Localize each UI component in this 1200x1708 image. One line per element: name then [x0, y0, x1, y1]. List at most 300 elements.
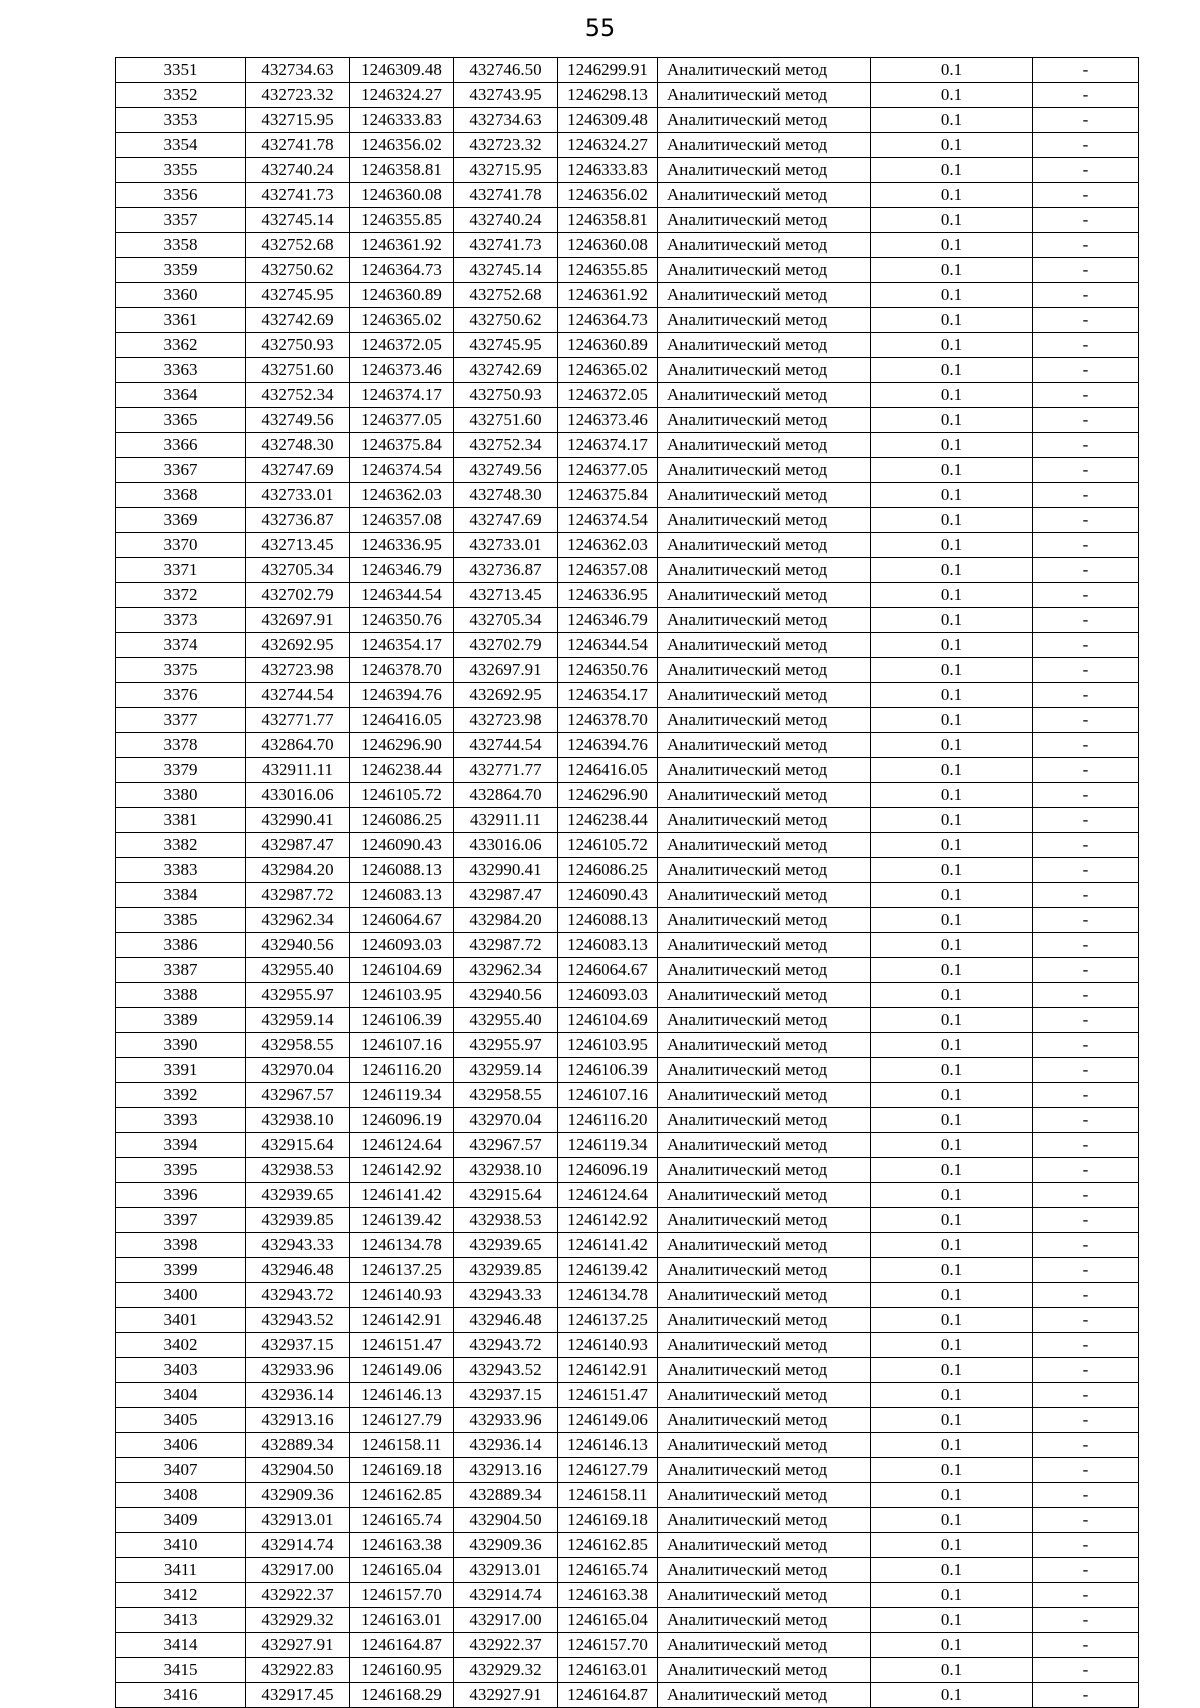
x-coordinate-cell: 432955.40 — [246, 958, 350, 983]
prev-x-coordinate-cell: 432922.37 — [454, 1633, 558, 1658]
table-row — [116, 1483, 1139, 1508]
point-number-cell: 3416 — [116, 1683, 246, 1708]
prev-x-coordinate-cell: 432959.14 — [454, 1058, 558, 1083]
point-number-cell: 3393 — [116, 1108, 246, 1133]
prev-y-coordinate-cell: 1246127.79 — [558, 1458, 658, 1483]
prev-x-coordinate-cell: 432771.77 — [454, 758, 558, 783]
table-row — [116, 1033, 1139, 1058]
y-coordinate-cell: 1246168.29 — [350, 1683, 454, 1708]
prev-y-coordinate-cell: 1246299.91 — [558, 58, 658, 83]
method-cell: Аналитический метод — [658, 1283, 871, 1308]
prev-y-coordinate-cell: 1246105.72 — [558, 833, 658, 858]
prev-x-coordinate-cell: 432744.54 — [454, 733, 558, 758]
point-number-cell: 3400 — [116, 1283, 246, 1308]
y-coordinate-cell: 1246103.95 — [350, 983, 454, 1008]
method-cell: Аналитический метод — [658, 1308, 871, 1333]
table-row — [116, 1233, 1139, 1258]
point-number-cell: 3373 — [116, 608, 246, 633]
method-cell: Аналитический метод — [658, 583, 871, 608]
note-cell: - — [1033, 383, 1139, 408]
table-row — [116, 683, 1139, 708]
point-number-cell: 3353 — [116, 108, 246, 133]
y-coordinate-cell: 1246350.76 — [350, 608, 454, 633]
method-cell: Аналитический метод — [658, 183, 871, 208]
accuracy-cell: 0.1 — [871, 533, 1033, 558]
x-coordinate-cell: 433016.06 — [246, 783, 350, 808]
prev-y-coordinate-cell: 1246378.70 — [558, 708, 658, 733]
y-coordinate-cell: 1246346.79 — [350, 558, 454, 583]
method-cell: Аналитический метод — [658, 1083, 871, 1108]
x-coordinate-cell: 432936.14 — [246, 1383, 350, 1408]
accuracy-cell: 0.1 — [871, 558, 1033, 583]
method-cell: Аналитический метод — [658, 1508, 871, 1533]
note-cell: - — [1033, 1583, 1139, 1608]
accuracy-cell: 0.1 — [871, 858, 1033, 883]
point-number-cell: 3372 — [116, 583, 246, 608]
method-cell: Аналитический метод — [658, 958, 871, 983]
prev-x-coordinate-cell: 432715.95 — [454, 158, 558, 183]
prev-y-coordinate-cell: 1246372.05 — [558, 383, 658, 408]
prev-y-coordinate-cell: 1246169.18 — [558, 1508, 658, 1533]
y-coordinate-cell: 1246127.79 — [350, 1408, 454, 1433]
x-coordinate-cell: 432741.78 — [246, 133, 350, 158]
prev-y-coordinate-cell: 1246086.25 — [558, 858, 658, 883]
method-cell: Аналитический метод — [658, 158, 871, 183]
y-coordinate-cell: 1246139.42 — [350, 1208, 454, 1233]
x-coordinate-cell: 432913.16 — [246, 1408, 350, 1433]
note-cell: - — [1033, 983, 1139, 1008]
prev-x-coordinate-cell: 432911.11 — [454, 808, 558, 833]
note-cell: - — [1033, 258, 1139, 283]
accuracy-cell: 0.1 — [871, 583, 1033, 608]
point-number-cell: 3409 — [116, 1508, 246, 1533]
note-cell: - — [1033, 1183, 1139, 1208]
y-coordinate-cell: 1246169.18 — [350, 1458, 454, 1483]
x-coordinate-cell: 432933.96 — [246, 1358, 350, 1383]
note-cell: - — [1033, 133, 1139, 158]
note-cell: - — [1033, 1233, 1139, 1258]
x-coordinate-cell: 432740.24 — [246, 158, 350, 183]
y-coordinate-cell: 1246142.91 — [350, 1308, 454, 1333]
x-coordinate-cell: 432946.48 — [246, 1258, 350, 1283]
point-number-cell: 3404 — [116, 1383, 246, 1408]
y-coordinate-cell: 1246104.69 — [350, 958, 454, 983]
prev-y-coordinate-cell: 1246357.08 — [558, 558, 658, 583]
point-number-cell: 3358 — [116, 233, 246, 258]
note-cell: - — [1033, 733, 1139, 758]
prev-y-coordinate-cell: 1246119.34 — [558, 1133, 658, 1158]
note-cell: - — [1033, 458, 1139, 483]
x-coordinate-cell: 432943.33 — [246, 1233, 350, 1258]
prev-x-coordinate-cell: 432904.50 — [454, 1508, 558, 1533]
accuracy-cell: 0.1 — [871, 1208, 1033, 1233]
method-cell: Аналитический метод — [658, 1608, 871, 1633]
accuracy-cell: 0.1 — [871, 358, 1033, 383]
table-row — [116, 608, 1139, 633]
x-coordinate-cell: 432937.15 — [246, 1333, 350, 1358]
point-number-cell: 3378 — [116, 733, 246, 758]
x-coordinate-cell: 432752.68 — [246, 233, 350, 258]
accuracy-cell: 0.1 — [871, 1033, 1033, 1058]
prev-y-coordinate-cell: 1246103.95 — [558, 1033, 658, 1058]
method-cell: Аналитический метод — [658, 58, 871, 83]
prev-x-coordinate-cell: 432915.64 — [454, 1183, 558, 1208]
point-number-cell: 3352 — [116, 83, 246, 108]
prev-y-coordinate-cell: 1246309.48 — [558, 108, 658, 133]
y-coordinate-cell: 1246358.81 — [350, 158, 454, 183]
y-coordinate-cell: 1246360.08 — [350, 183, 454, 208]
y-coordinate-cell: 1246141.42 — [350, 1183, 454, 1208]
accuracy-cell: 0.1 — [871, 208, 1033, 233]
table-row — [116, 733, 1139, 758]
method-cell: Аналитический метод — [658, 258, 871, 283]
prev-y-coordinate-cell: 1246373.46 — [558, 408, 658, 433]
accuracy-cell: 0.1 — [871, 308, 1033, 333]
y-coordinate-cell: 1246375.84 — [350, 433, 454, 458]
point-number-cell: 3387 — [116, 958, 246, 983]
y-coordinate-cell: 1246361.92 — [350, 233, 454, 258]
prev-y-coordinate-cell: 1246107.16 — [558, 1083, 658, 1108]
point-number-cell: 3374 — [116, 633, 246, 658]
y-coordinate-cell: 1246165.04 — [350, 1558, 454, 1583]
prev-y-coordinate-cell: 1246064.67 — [558, 958, 658, 983]
x-coordinate-cell: 432939.85 — [246, 1208, 350, 1233]
prev-y-coordinate-cell: 1246140.93 — [558, 1333, 658, 1358]
y-coordinate-cell: 1246377.05 — [350, 408, 454, 433]
method-cell: Аналитический метод — [658, 783, 871, 808]
table-row — [116, 1308, 1139, 1333]
table-row — [116, 1458, 1139, 1483]
method-cell: Аналитический метод — [658, 708, 871, 733]
prev-x-coordinate-cell: 432984.20 — [454, 908, 558, 933]
note-cell: - — [1033, 1158, 1139, 1183]
accuracy-cell: 0.1 — [871, 1108, 1033, 1133]
point-number-cell: 3384 — [116, 883, 246, 908]
y-coordinate-cell: 1246096.19 — [350, 1108, 454, 1133]
point-number-cell: 3413 — [116, 1608, 246, 1633]
point-number-cell: 3361 — [116, 308, 246, 333]
table-row — [116, 858, 1139, 883]
table-row — [116, 258, 1139, 283]
prev-x-coordinate-cell: 432723.98 — [454, 708, 558, 733]
prev-y-coordinate-cell: 1246298.13 — [558, 83, 658, 108]
prev-x-coordinate-cell: 432752.34 — [454, 433, 558, 458]
note-cell: - — [1033, 1433, 1139, 1458]
table-row — [116, 1533, 1139, 1558]
prev-x-coordinate-cell: 432933.96 — [454, 1408, 558, 1433]
accuracy-cell: 0.1 — [871, 233, 1033, 258]
y-coordinate-cell: 1246355.85 — [350, 208, 454, 233]
accuracy-cell: 0.1 — [871, 908, 1033, 933]
point-number-cell: 3412 — [116, 1583, 246, 1608]
method-cell: Аналитический метод — [658, 1258, 871, 1283]
prev-y-coordinate-cell: 1246142.92 — [558, 1208, 658, 1233]
prev-y-coordinate-cell: 1246416.05 — [558, 758, 658, 783]
table-row — [116, 958, 1139, 983]
note-cell: - — [1033, 908, 1139, 933]
accuracy-cell: 0.1 — [871, 158, 1033, 183]
x-coordinate-cell: 432958.55 — [246, 1033, 350, 1058]
table-row — [116, 433, 1139, 458]
x-coordinate-cell: 432751.60 — [246, 358, 350, 383]
x-coordinate-cell: 432959.14 — [246, 1008, 350, 1033]
point-number-cell: 3405 — [116, 1408, 246, 1433]
prev-x-coordinate-cell: 432917.00 — [454, 1608, 558, 1633]
method-cell: Аналитический метод — [658, 1683, 871, 1708]
y-coordinate-cell: 1246163.38 — [350, 1533, 454, 1558]
point-number-cell: 3395 — [116, 1158, 246, 1183]
point-number-cell: 3363 — [116, 358, 246, 383]
prev-x-coordinate-cell: 432742.69 — [454, 358, 558, 383]
method-cell: Аналитический метод — [658, 1158, 871, 1183]
method-cell: Аналитический метод — [658, 758, 871, 783]
accuracy-cell: 0.1 — [871, 1358, 1033, 1383]
note-cell: - — [1033, 183, 1139, 208]
x-coordinate-cell: 432922.83 — [246, 1658, 350, 1683]
point-number-cell: 3407 — [116, 1458, 246, 1483]
table-row — [116, 983, 1139, 1008]
table-row — [116, 233, 1139, 258]
point-number-cell: 3385 — [116, 908, 246, 933]
x-coordinate-cell: 432715.95 — [246, 108, 350, 133]
table-row — [116, 1658, 1139, 1683]
note-cell: - — [1033, 708, 1139, 733]
accuracy-cell: 0.1 — [871, 1058, 1033, 1083]
accuracy-cell: 0.1 — [871, 658, 1033, 683]
method-cell: Аналитический метод — [658, 1208, 871, 1233]
x-coordinate-cell: 432943.72 — [246, 1283, 350, 1308]
note-cell: - — [1033, 858, 1139, 883]
point-number-cell: 3365 — [116, 408, 246, 433]
method-cell: Аналитический метод — [658, 1558, 871, 1583]
x-coordinate-cell: 432984.20 — [246, 858, 350, 883]
point-number-cell: 3359 — [116, 258, 246, 283]
prev-x-coordinate-cell: 432955.40 — [454, 1008, 558, 1033]
y-coordinate-cell: 1246362.03 — [350, 483, 454, 508]
point-number-cell: 3370 — [116, 533, 246, 558]
x-coordinate-cell: 432990.41 — [246, 808, 350, 833]
prev-x-coordinate-cell: 432940.56 — [454, 983, 558, 1008]
prev-y-coordinate-cell: 1246139.42 — [558, 1258, 658, 1283]
accuracy-cell: 0.1 — [871, 1608, 1033, 1633]
accuracy-cell: 0.1 — [871, 1458, 1033, 1483]
x-coordinate-cell: 432939.65 — [246, 1183, 350, 1208]
prev-x-coordinate-cell: 432746.50 — [454, 58, 558, 83]
y-coordinate-cell: 1246165.74 — [350, 1508, 454, 1533]
table-row — [116, 458, 1139, 483]
accuracy-cell: 0.1 — [871, 383, 1033, 408]
method-cell: Аналитический метод — [658, 383, 871, 408]
point-number-cell: 3362 — [116, 333, 246, 358]
prev-x-coordinate-cell: 432741.73 — [454, 233, 558, 258]
prev-x-coordinate-cell: 432750.93 — [454, 383, 558, 408]
accuracy-cell: 0.1 — [871, 458, 1033, 483]
table-row — [116, 1608, 1139, 1633]
y-coordinate-cell: 1246134.78 — [350, 1233, 454, 1258]
prev-x-coordinate-cell: 432970.04 — [454, 1108, 558, 1133]
note-cell: - — [1033, 1533, 1139, 1558]
prev-x-coordinate-cell: 432929.32 — [454, 1658, 558, 1683]
prev-x-coordinate-cell: 432987.72 — [454, 933, 558, 958]
y-coordinate-cell: 1246357.08 — [350, 508, 454, 533]
accuracy-cell: 0.1 — [871, 1233, 1033, 1258]
prev-y-coordinate-cell: 1246149.06 — [558, 1408, 658, 1433]
method-cell: Аналитический метод — [658, 1483, 871, 1508]
note-cell: - — [1033, 108, 1139, 133]
table-row — [116, 1108, 1139, 1133]
table-row — [116, 933, 1139, 958]
y-coordinate-cell: 1246374.54 — [350, 458, 454, 483]
method-cell: Аналитический метод — [658, 283, 871, 308]
y-coordinate-cell: 1246416.05 — [350, 708, 454, 733]
method-cell: Аналитический метод — [658, 533, 871, 558]
x-coordinate-cell: 432904.50 — [246, 1458, 350, 1483]
point-number-cell: 3408 — [116, 1483, 246, 1508]
x-coordinate-cell: 432864.70 — [246, 733, 350, 758]
table-row — [116, 1083, 1139, 1108]
accuracy-cell: 0.1 — [871, 733, 1033, 758]
table-row — [116, 1358, 1139, 1383]
table-row — [116, 158, 1139, 183]
accuracy-cell: 0.1 — [871, 483, 1033, 508]
method-cell: Аналитический метод — [658, 1583, 871, 1608]
method-cell: Аналитический метод — [658, 908, 871, 933]
x-coordinate-cell: 432915.64 — [246, 1133, 350, 1158]
prev-x-coordinate-cell: 432740.24 — [454, 208, 558, 233]
accuracy-cell: 0.1 — [871, 183, 1033, 208]
note-cell: - — [1033, 1658, 1139, 1683]
point-number-cell: 3410 — [116, 1533, 246, 1558]
y-coordinate-cell: 1246309.48 — [350, 58, 454, 83]
prev-x-coordinate-cell: 432752.68 — [454, 283, 558, 308]
y-coordinate-cell: 1246394.76 — [350, 683, 454, 708]
x-coordinate-cell: 432713.45 — [246, 533, 350, 558]
note-cell: - — [1033, 1083, 1139, 1108]
x-coordinate-cell: 432741.73 — [246, 183, 350, 208]
table-row — [116, 408, 1139, 433]
accuracy-cell: 0.1 — [871, 58, 1033, 83]
method-cell: Аналитический метод — [658, 683, 871, 708]
point-number-cell: 3355 — [116, 158, 246, 183]
method-cell: Аналитический метод — [658, 933, 871, 958]
prev-y-coordinate-cell: 1246142.91 — [558, 1358, 658, 1383]
method-cell: Аналитический метод — [658, 1183, 871, 1208]
prev-x-coordinate-cell: 432723.32 — [454, 133, 558, 158]
prev-y-coordinate-cell: 1246124.64 — [558, 1183, 658, 1208]
method-cell: Аналитический метод — [658, 1658, 871, 1683]
prev-x-coordinate-cell: 432750.62 — [454, 308, 558, 333]
table-row — [116, 1633, 1139, 1658]
prev-y-coordinate-cell: 1246083.13 — [558, 933, 658, 958]
method-cell: Аналитический метод — [658, 1333, 871, 1358]
method-cell: Аналитический метод — [658, 808, 871, 833]
table-row — [116, 508, 1139, 533]
table-row — [116, 583, 1139, 608]
y-coordinate-cell: 1246116.20 — [350, 1058, 454, 1083]
x-coordinate-cell: 432938.53 — [246, 1158, 350, 1183]
x-coordinate-cell: 432748.30 — [246, 433, 350, 458]
x-coordinate-cell: 432734.63 — [246, 58, 350, 83]
prev-x-coordinate-cell: 432939.65 — [454, 1233, 558, 1258]
prev-y-coordinate-cell: 1246296.90 — [558, 783, 658, 808]
method-cell: Аналитический метод — [658, 333, 871, 358]
accuracy-cell: 0.1 — [871, 1008, 1033, 1033]
accuracy-cell: 0.1 — [871, 283, 1033, 308]
table-row — [116, 808, 1139, 833]
y-coordinate-cell: 1246140.93 — [350, 1283, 454, 1308]
prev-y-coordinate-cell: 1246324.27 — [558, 133, 658, 158]
table-row — [116, 658, 1139, 683]
prev-y-coordinate-cell: 1246375.84 — [558, 483, 658, 508]
y-coordinate-cell: 1246324.27 — [350, 83, 454, 108]
note-cell: - — [1033, 483, 1139, 508]
note-cell: - — [1033, 758, 1139, 783]
note-cell: - — [1033, 1133, 1139, 1158]
x-coordinate-cell: 432723.98 — [246, 658, 350, 683]
method-cell: Аналитический метод — [658, 608, 871, 633]
note-cell: - — [1033, 308, 1139, 333]
table-row — [116, 183, 1139, 208]
y-coordinate-cell: 1246164.87 — [350, 1633, 454, 1658]
prev-x-coordinate-cell: 432955.97 — [454, 1033, 558, 1058]
method-cell: Аналитический метод — [658, 208, 871, 233]
prev-x-coordinate-cell: 433016.06 — [454, 833, 558, 858]
x-coordinate-cell: 432917.00 — [246, 1558, 350, 1583]
y-coordinate-cell: 1246146.13 — [350, 1383, 454, 1408]
prev-y-coordinate-cell: 1246374.17 — [558, 433, 658, 458]
prev-x-coordinate-cell: 432913.16 — [454, 1458, 558, 1483]
table-row — [116, 1008, 1139, 1033]
prev-x-coordinate-cell: 432958.55 — [454, 1083, 558, 1108]
method-cell: Аналитический метод — [658, 1433, 871, 1458]
method-cell: Аналитический метод — [658, 983, 871, 1008]
method-cell: Аналитический метод — [658, 133, 871, 158]
point-number-cell: 3391 — [116, 1058, 246, 1083]
note-cell: - — [1033, 1558, 1139, 1583]
prev-y-coordinate-cell: 1246238.44 — [558, 808, 658, 833]
note-cell: - — [1033, 533, 1139, 558]
point-number-cell: 3386 — [116, 933, 246, 958]
prev-y-coordinate-cell: 1246362.03 — [558, 533, 658, 558]
coordinates-table — [115, 57, 1139, 1708]
note-cell: - — [1033, 1358, 1139, 1383]
point-number-cell: 3354 — [116, 133, 246, 158]
table-row — [116, 483, 1139, 508]
accuracy-cell: 0.1 — [871, 933, 1033, 958]
note-cell: - — [1033, 633, 1139, 658]
accuracy-cell: 0.1 — [871, 83, 1033, 108]
prev-y-coordinate-cell: 1246158.11 — [558, 1483, 658, 1508]
note-cell: - — [1033, 333, 1139, 358]
y-coordinate-cell: 1246344.54 — [350, 583, 454, 608]
point-number-cell: 3375 — [116, 658, 246, 683]
prev-x-coordinate-cell: 432748.30 — [454, 483, 558, 508]
table-row — [116, 558, 1139, 583]
method-cell: Аналитический метод — [658, 358, 871, 383]
y-coordinate-cell: 1246086.25 — [350, 808, 454, 833]
x-coordinate-cell: 432967.57 — [246, 1083, 350, 1108]
method-cell: Аналитический метод — [658, 833, 871, 858]
point-number-cell: 3401 — [116, 1308, 246, 1333]
y-coordinate-cell: 1246105.72 — [350, 783, 454, 808]
point-number-cell: 3371 — [116, 558, 246, 583]
table-row — [116, 1333, 1139, 1358]
point-number-cell: 3356 — [116, 183, 246, 208]
accuracy-cell: 0.1 — [871, 1383, 1033, 1408]
table-row — [116, 1208, 1139, 1233]
point-number-cell: 3414 — [116, 1633, 246, 1658]
prev-y-coordinate-cell: 1246163.01 — [558, 1658, 658, 1683]
